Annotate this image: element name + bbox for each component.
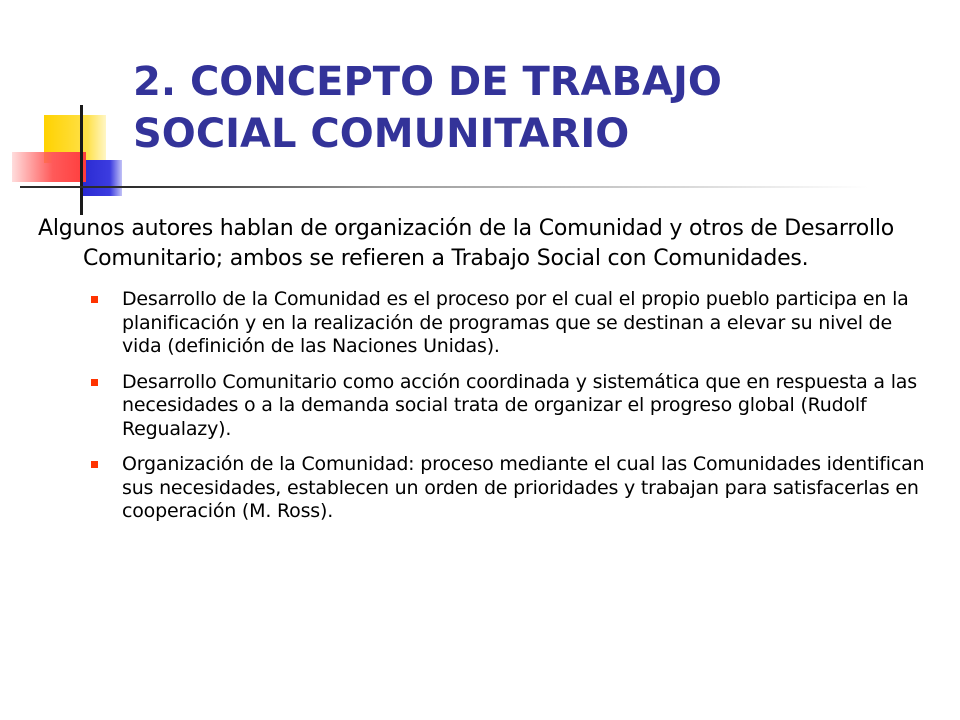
bullet-list: [38, 288, 928, 524]
deco-vertical-line: [80, 105, 83, 215]
bullet-item-1: [38, 288, 928, 359]
square-bullet-icon: [91, 379, 98, 386]
square-bullet-icon: [91, 296, 98, 303]
bullet-text-2: Desarrollo Comunitario como acción coordinada y sistemática que en respuesta a las necesidades o a la demanda social trata de organizar el progreso global (Rudolf Regualazy).: [122, 370, 917, 440]
bullet-text-3: Organización de la Comunidad: proceso mediante el cual las Comunidades identifican sus necesidades, establecen un orden de prioridades y trabajan para satisfacerlas en cooperación (M. Ross).: [122, 453, 925, 522]
bullet-item-2: [38, 371, 928, 442]
square-bullet-icon: [91, 461, 98, 468]
bullet-text-1: Desarrollo de la Comunidad es el proceso por el cual el propio pueblo participa en la planificación y en la realización de programas que se destinan a elevar su nivel de vida (definición de las Naciones Unidas).: [122, 288, 909, 357]
slide-title: [133, 56, 893, 160]
deco-horizontal-line: [20, 186, 128, 188]
deco-blue-square: [82, 160, 122, 196]
deco-red-bar: [12, 152, 86, 182]
slide-content: [38, 214, 928, 536]
title-line-1: 2. CONCEPTO DE TRABAJO: [133, 59, 722, 105]
intro-paragraph: Algunos autores hablan de organización de la Comunidad y otros de Desarrollo Comunitario; ambos se refieren a Trabajo Social con Comunidades.: [38, 216, 895, 271]
title-line-2: SOCIAL COMUNITARIO: [133, 111, 630, 157]
title-underline: [128, 186, 868, 188]
bullet-item-3: [38, 453, 928, 524]
decorative-logo: [0, 0, 130, 230]
